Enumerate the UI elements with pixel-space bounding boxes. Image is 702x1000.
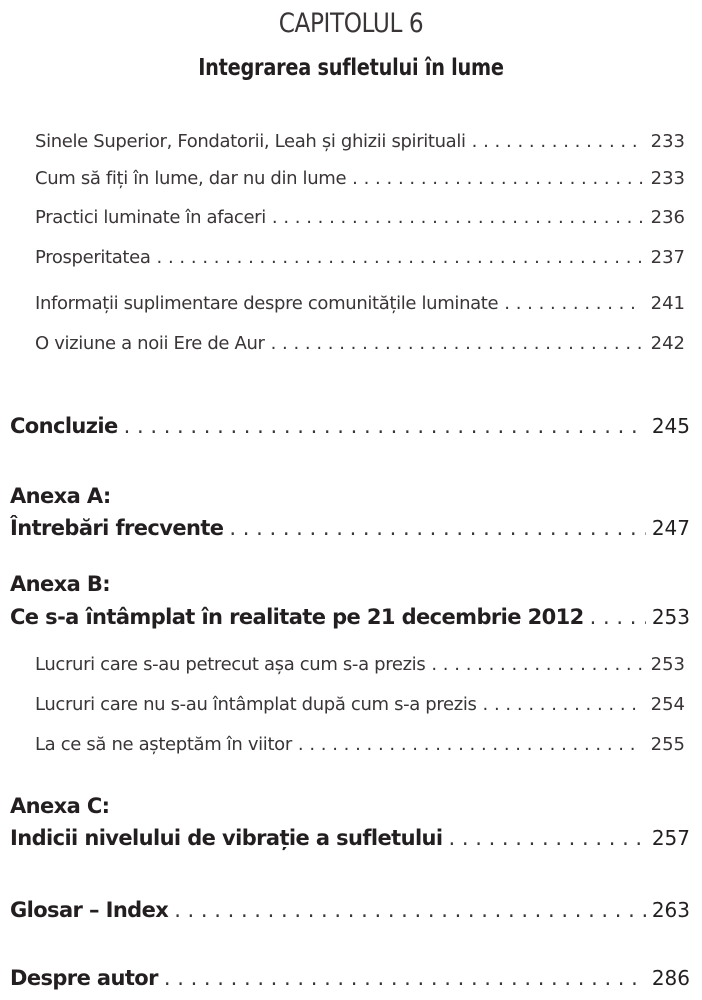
toc-entry-title: Practici luminate în afaceri (35, 207, 266, 228)
toc-entry-about-author[interactable] (10, 966, 690, 990)
toc-entry-conclusion[interactable] (10, 414, 690, 438)
dot-leader (298, 734, 643, 755)
toc-entry-title: O viziune a noii Ere de Aur (35, 333, 265, 354)
toc-entry-page: 233 (650, 168, 685, 189)
dot-leader (504, 293, 643, 314)
toc-entry[interactable] (35, 694, 685, 715)
toc-entry-title: Sinele Superior, Fondatorii, Leah și ghizii spirituali (35, 131, 466, 152)
toc-entry-title: Lucruri care nu s-au întâmplat după cum s-a prezis (35, 694, 477, 715)
dot-leader (229, 516, 645, 540)
toc-entry-page: 233 (650, 131, 685, 152)
toc-entry-page: 236 (650, 207, 685, 228)
toc-entry[interactable] (35, 654, 685, 675)
toc-entry-page: 253 (651, 605, 690, 629)
toc-entry[interactable] (35, 247, 685, 268)
toc-entry-title: Glosar – Index (10, 898, 169, 922)
toc-entry-page: 254 (650, 694, 685, 715)
toc-entry[interactable] (35, 293, 685, 314)
dot-leader (483, 694, 643, 715)
toc-entry-page: 286 (651, 966, 690, 990)
toc-entry-page: 242 (650, 333, 685, 354)
annex-a-label: Anexa A: (10, 484, 111, 508)
toc-entry[interactable] (35, 333, 685, 354)
toc-entry-title: Lucruri care s-au petrecut așa cum s-a prezis (35, 654, 426, 675)
toc-entry[interactable] (35, 207, 685, 228)
dot-leader (431, 654, 643, 675)
dot-leader (124, 414, 646, 438)
toc-entry-glossary[interactable] (10, 898, 690, 922)
toc-entry-page: 263 (651, 898, 690, 922)
toc-entry-title: Informații suplimentare despre comunitățile luminate (35, 293, 499, 314)
toc-entry-page: 257 (651, 826, 690, 850)
toc-entry-page: 237 (650, 247, 685, 268)
toc-entry-annex-b[interactable] (10, 605, 690, 629)
toc-entry[interactable] (35, 131, 685, 152)
toc-entry-page: 255 (650, 734, 685, 755)
toc-entry-page: 253 (650, 654, 685, 675)
toc-entry-annex-c[interactable] (10, 826, 690, 850)
toc-entry-annex-a[interactable] (10, 516, 690, 540)
toc-entry-page: 247 (651, 516, 690, 540)
toc-entry-title: Prosperitatea (35, 247, 151, 268)
dot-leader (352, 168, 643, 189)
dot-leader (174, 898, 646, 922)
toc-entry[interactable] (35, 168, 685, 189)
chapter-subtitle: Integrarea sufletului în lume (198, 55, 504, 81)
toc-entry-title: Ce s-a întâmplat în realitate pe 21 decembrie 2012 (10, 605, 584, 629)
toc-entry-title: Indicii nivelului de vibrație a sufletului (10, 826, 443, 850)
toc-entry-title: La ce să ne așteptăm în viitor (35, 734, 292, 755)
toc-entry-title: Despre autor (10, 966, 158, 990)
dot-leader (590, 605, 646, 629)
toc-entry-title: Întrebări frecvente (10, 516, 224, 540)
dot-leader (271, 333, 643, 354)
annex-b-label: Anexa B: (10, 572, 111, 596)
dot-leader (449, 826, 646, 850)
dot-leader (272, 207, 643, 228)
dot-leader (157, 247, 643, 268)
chapter-title: CAPITOLUL 6 (278, 8, 424, 39)
toc-entry-title: Cum să fiți în lume, dar nu din lume (35, 168, 347, 189)
toc-entry[interactable] (35, 734, 685, 755)
toc-entry-title: Concluzie (10, 414, 118, 438)
dot-leader (472, 131, 643, 152)
dot-leader (164, 966, 646, 990)
toc-entry-page: 245 (651, 414, 690, 438)
toc-entry-page: 241 (650, 293, 685, 314)
annex-c-label: Anexa C: (10, 794, 110, 818)
